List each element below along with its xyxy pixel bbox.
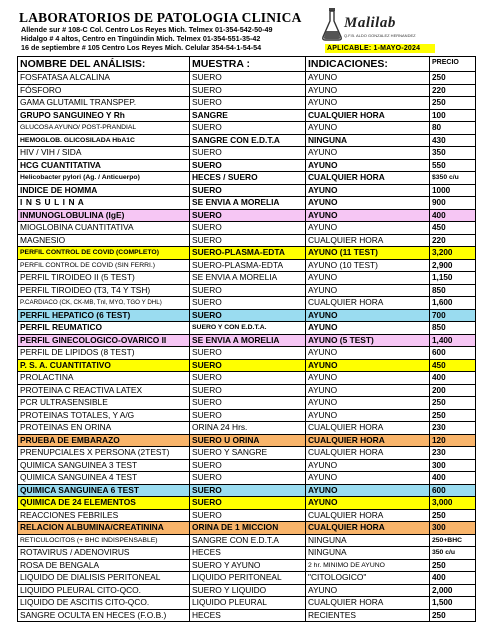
table-row [18, 184, 476, 197]
price-cell: 250 [430, 609, 476, 622]
price-cell: 120 [430, 434, 476, 447]
table-header-row [18, 57, 476, 72]
indications-cell: NINGUNA [306, 534, 430, 547]
price-cell: 2,000 [430, 584, 476, 597]
indications-cell: CUALQUIER HORA [306, 597, 430, 610]
indications-cell: 2 hr. MINIMO DE AYUNO [306, 559, 430, 572]
analysis-name-cell: MAGNESIO [18, 234, 190, 247]
sample-cell: SUERO [190, 359, 306, 372]
analysis-name-cell: RELACION ALBUMINA/CREATININA [18, 522, 190, 535]
header-name: NOMBRE DEL ANÁLISIS: [18, 57, 190, 72]
table-row [18, 459, 476, 472]
table-row [18, 372, 476, 385]
indications-cell: AYUNO (11 TEST) [306, 247, 430, 260]
table-row [18, 109, 476, 122]
analysis-name-cell: HEMOGLOB. GLICOSILADA HbA1C [18, 134, 190, 147]
sample-cell: SUERO [190, 72, 306, 85]
table-row [18, 347, 476, 360]
indications-cell: NINGUNA [306, 134, 430, 147]
table-row [18, 97, 476, 110]
price-cell: 250 [430, 72, 476, 85]
indications-cell: AYUNO [306, 122, 430, 135]
indications-cell: AYUNO [306, 384, 430, 397]
sample-cell: HECES / SUERO [190, 172, 306, 185]
indications-cell: CUALQUIER HORA [306, 447, 430, 460]
analysis-name-cell: PERFIL CONTROL DE COVID (COMPLETO) [18, 247, 190, 260]
table-row [18, 447, 476, 460]
analysis-name-cell: LIQUIDO DE DIALISIS PERITONEAL [18, 572, 190, 585]
analysis-name-cell: LIQUIDO DE ASCITIS CITO-QCO. [18, 597, 190, 610]
analysis-name-cell: PERFIL TIROIDEO II (5 TEST) [18, 272, 190, 285]
analysis-name-cell: PRUEBA DE EMBARAZO [18, 434, 190, 447]
table-row [18, 584, 476, 597]
indications-cell: NINGUNA [306, 547, 430, 560]
analysis-name-cell: I N S U L I N A [18, 197, 190, 210]
indications-cell: AYUNO [306, 284, 430, 297]
indications-cell: CUALQUIER HORA [306, 297, 430, 310]
indications-cell: AYUNO (5 TEST) [306, 334, 430, 347]
table-row [18, 334, 476, 347]
table-row [18, 134, 476, 147]
indications-cell: AYUNO [306, 359, 430, 372]
header-sample: MUESTRA : [190, 57, 306, 72]
sample-cell: SUERO U ORINA [190, 434, 306, 447]
price-cell: 250 [430, 559, 476, 572]
analysis-name-cell: PCR ULTRASENSIBLE [18, 397, 190, 410]
price-table [17, 56, 476, 622]
price-cell: 400 [430, 209, 476, 222]
price-cell: 250 [430, 509, 476, 522]
analysis-name-cell: SANGRE OCULTA EN HECES (F.O.B.) [18, 609, 190, 622]
sample-cell: SUERO [190, 347, 306, 360]
indications-cell: CUALQUIER HORA [306, 109, 430, 122]
sample-cell: HECES [190, 609, 306, 622]
price-cell: 430 [430, 134, 476, 147]
header [0, 0, 494, 58]
price-cell: 350 c/u [430, 547, 476, 560]
indications-cell: AYUNO [306, 272, 430, 285]
sample-cell: SUERO [190, 309, 306, 322]
analysis-name-cell: QUIMICA SANGUINEA 4 TEST [18, 472, 190, 485]
sample-cell: LIQUIDO PERITONEAL [190, 572, 306, 585]
sample-cell: SUERO-PLASMA-EDTA [190, 259, 306, 272]
analysis-name-cell: GLUCOSA AYUNO/ POST-PRANDIAL [18, 122, 190, 135]
analysis-name-cell: FOSFATASA ALCALINA [18, 72, 190, 85]
price-cell: 1,500 [430, 597, 476, 610]
company-logo [321, 7, 441, 43]
sample-cell: SUERO [190, 222, 306, 235]
price-cell: 230 [430, 422, 476, 435]
analysis-name-cell: PERFIL HEPATICO (6 TEST) [18, 309, 190, 322]
applicable-date-badge: APLICABLE: 1-MAYO-2024 [325, 44, 435, 53]
price-cell: 600 [430, 484, 476, 497]
indications-cell: AYUNO [306, 309, 430, 322]
price-cell: 2,900 [430, 259, 476, 272]
sample-cell: SUERO [190, 497, 306, 510]
price-cell: 220 [430, 234, 476, 247]
indications-cell: AYUNO [306, 472, 430, 485]
analysis-name-cell: PERFIL DE LIPIDOS (8 TEST) [18, 347, 190, 360]
analysis-name-cell: HCG CUANTITATIVA [18, 159, 190, 172]
price-cell: 450 [430, 222, 476, 235]
indications-cell: RECIENTES [306, 609, 430, 622]
analysis-name-cell: Helicobacter pylori (Ag. / Anticuerpo) [18, 172, 190, 185]
table-row [18, 272, 476, 285]
indications-cell: AYUNO [306, 147, 430, 160]
sample-cell: SUERO [190, 97, 306, 110]
address-line-2: Hidalgo # 4 altos, Centro en Tingüindin Mich. Telmex 01-354-551-35-42 [21, 34, 261, 43]
indications-cell: AYUNO [306, 372, 430, 385]
indications-cell: AYUNO [306, 459, 430, 472]
sample-cell: SANGRE CON E.D.T.A [190, 534, 306, 547]
table-row [18, 247, 476, 260]
price-cell: 850 [430, 284, 476, 297]
indications-cell: AYUNO [306, 97, 430, 110]
table-row [18, 472, 476, 485]
analysis-name-cell: MIOGLOBINA CUANTITATIVA [18, 222, 190, 235]
price-cell: $350 c/u [430, 172, 476, 185]
analysis-name-cell: QUIMICA DE 24 ELEMENTOS [18, 497, 190, 510]
price-cell: 900 [430, 197, 476, 210]
price-cell: 1,150 [430, 272, 476, 285]
indications-cell: CUALQUIER HORA [306, 522, 430, 535]
analysis-name-cell: PROTEINAS TOTALES, Y A/G [18, 409, 190, 422]
indications-cell: CUALQUIER HORA [306, 434, 430, 447]
table-row [18, 609, 476, 622]
indications-cell: AYUNO [306, 72, 430, 85]
sample-cell: ORINA DE 1 MICCION [190, 522, 306, 535]
table-row [18, 72, 476, 85]
price-cell: 400 [430, 372, 476, 385]
table-row [18, 284, 476, 297]
table-row [18, 534, 476, 547]
price-cell: 220 [430, 84, 476, 97]
table-row [18, 597, 476, 610]
analysis-name-cell: INDICE DE HOMMA [18, 184, 190, 197]
table-row [18, 509, 476, 522]
analysis-name-cell: QUIMICA SANGUINEA 6 TEST [18, 484, 190, 497]
analysis-name-cell: RETICULOCITOS (+ BHC INDISPENSABLE) [18, 534, 190, 547]
price-cell: 1000 [430, 184, 476, 197]
price-cell: 1,400 [430, 334, 476, 347]
analysis-name-cell: ROTAVIRUS / ADENOVIRUS [18, 547, 190, 560]
indications-cell: AYUNO [306, 197, 430, 210]
sample-cell: SE ENVIA A MORELIA [190, 334, 306, 347]
table-row [18, 209, 476, 222]
analysis-name-cell: PRENUPCIALES X PERSONA (2TEST) [18, 447, 190, 460]
price-cell: 600 [430, 347, 476, 360]
sample-cell: SUERO [190, 209, 306, 222]
table-row [18, 572, 476, 585]
analysis-name-cell: ROSA DE BENGALA [18, 559, 190, 572]
price-cell: 450 [430, 359, 476, 372]
table-row [18, 484, 476, 497]
logo-text: Malilab [344, 15, 396, 31]
table-row [18, 434, 476, 447]
indications-cell: CUALQUIER HORA [306, 172, 430, 185]
sample-cell: SANGRE CON E.D.T.A [190, 134, 306, 147]
indications-cell: AYUNO [306, 84, 430, 97]
indications-cell: AYUNO [306, 347, 430, 360]
indications-cell: AYUNO [306, 209, 430, 222]
sample-cell: SUERO [190, 472, 306, 485]
indications-cell: "CITOLOGICO" [306, 572, 430, 585]
table-row [18, 397, 476, 410]
sample-cell: SE ENVIA A MORELIA [190, 272, 306, 285]
sample-cell: SUERO [190, 184, 306, 197]
analysis-name-cell: GAMA GLUTAMIL TRANSPEP. [18, 97, 190, 110]
table-row [18, 84, 476, 97]
price-cell: 400 [430, 572, 476, 585]
table-row [18, 322, 476, 335]
sample-cell: SUERO-PLASMA-EDTA [190, 247, 306, 260]
indications-cell: AYUNO [306, 159, 430, 172]
price-cell: 550 [430, 159, 476, 172]
price-cell: 250 [430, 409, 476, 422]
price-cell: 100 [430, 109, 476, 122]
price-cell: 300 [430, 459, 476, 472]
indications-cell: AYUNO (10 TEST) [306, 259, 430, 272]
analysis-name-cell: QUIMICA SANGUINEA 3 TEST [18, 459, 190, 472]
indications-cell: AYUNO [306, 409, 430, 422]
address-line-3: 16 de septiembre # 105 Centro Los Reyes Mich. Celular 354-54-1-54-54 [21, 43, 262, 52]
table-body [18, 72, 476, 622]
table-row [18, 497, 476, 510]
analysis-name-cell: REACCIONES FEBRILES [18, 509, 190, 522]
sample-cell: SUERO Y SANGRE [190, 447, 306, 460]
sample-cell: SUERO [190, 409, 306, 422]
table-row [18, 547, 476, 560]
analysis-name-cell: PROTEINA C REACTIVA LATEX [18, 384, 190, 397]
sample-cell: SUERO [190, 297, 306, 310]
sample-cell: SUERO [190, 84, 306, 97]
analysis-name-cell: PERFIL REUMATICO [18, 322, 190, 335]
price-cell: 250 [430, 97, 476, 110]
table-row [18, 409, 476, 422]
sample-cell: SUERO [190, 284, 306, 297]
lab-name: LABORATORIOS DE PATOLOGIA CLINICA [19, 10, 302, 25]
table-row [18, 422, 476, 435]
sample-cell: ORINA 24 Hrs. [190, 422, 306, 435]
sample-cell: SUERO [190, 372, 306, 385]
price-cell: 80 [430, 122, 476, 135]
price-cell: 3,000 [430, 497, 476, 510]
logo-subtitle: Q.F.B. ALDO GONZALEZ HERNANDEZ [344, 33, 416, 38]
price-cell: 250 [430, 397, 476, 410]
sample-cell: SUERO [190, 122, 306, 135]
price-cell: 250+BHC [430, 534, 476, 547]
flask-icon [321, 7, 343, 41]
sample-cell: SUERO Y AYUNO [190, 559, 306, 572]
indications-cell: CUALQUIER HORA [306, 234, 430, 247]
price-cell: 200 [430, 384, 476, 397]
table-row [18, 384, 476, 397]
analysis-name-cell: PROTEINAS EN ORINA [18, 422, 190, 435]
table-row [18, 559, 476, 572]
sample-cell: HECES [190, 547, 306, 560]
analysis-name-cell: HIV / VIH / SIDA [18, 147, 190, 160]
indications-cell: AYUNO [306, 222, 430, 235]
analysis-name-cell: P.CARDIACO (CK, CK-MB, TnI, MYO, TGO Y DHL) [18, 297, 190, 310]
header-price: PRECIO [430, 57, 476, 72]
indications-cell: AYUNO [306, 322, 430, 335]
price-cell: 350 [430, 147, 476, 160]
analysis-name-cell: GRUPO SANGUINEO Y Rh [18, 109, 190, 122]
address-line-1: Allende sur # 108-C Col. Centro Los Reyes Mich. Telmex 01-354-542-50-49 [21, 25, 273, 34]
table-row [18, 297, 476, 310]
price-cell: 1,600 [430, 297, 476, 310]
analysis-name-cell: PERFIL CONTROL DE COVID (SIN FERRI.) [18, 259, 190, 272]
sample-cell: SUERO Y CON E.D.T.A. [190, 322, 306, 335]
sample-cell: SUERO [190, 397, 306, 410]
sample-cell: SUERO Y LIQUIDO [190, 584, 306, 597]
indications-cell: CUALQUIER HORA [306, 422, 430, 435]
indications-cell: AYUNO [306, 397, 430, 410]
sample-cell: SANGRE [190, 109, 306, 122]
table-row [18, 522, 476, 535]
indications-cell: AYUNO [306, 184, 430, 197]
analysis-name-cell: LIQUIDO PLEURAL CITO-QCO. [18, 584, 190, 597]
table-row [18, 359, 476, 372]
indications-cell: AYUNO [306, 484, 430, 497]
indications-cell: CUALQUIER HORA [306, 509, 430, 522]
analysis-name-cell: PERFIL TIROIDEO (T3, T4 Y TSH) [18, 284, 190, 297]
sample-cell: SUERO [190, 459, 306, 472]
price-cell: 700 [430, 309, 476, 322]
table-row [18, 172, 476, 185]
sample-cell: SUERO [190, 384, 306, 397]
sample-cell: SE ENVIA A MORELIA [190, 197, 306, 210]
price-cell: 850 [430, 322, 476, 335]
sample-cell: SUERO [190, 484, 306, 497]
analysis-name-cell: PERFIL GINECOLOGICO-OVARICO II [18, 334, 190, 347]
sample-cell: SUERO [190, 159, 306, 172]
header-indications: INDICACIONES: [306, 57, 430, 72]
price-cell: 3,200 [430, 247, 476, 260]
sample-cell: SUERO [190, 147, 306, 160]
price-cell: 300 [430, 522, 476, 535]
table-row [18, 122, 476, 135]
table-row [18, 147, 476, 160]
table-row [18, 197, 476, 210]
price-cell: 400 [430, 472, 476, 485]
table-row [18, 222, 476, 235]
table-row [18, 259, 476, 272]
analysis-name-cell: PROLACTINA [18, 372, 190, 385]
table-row [18, 159, 476, 172]
indications-cell: AYUNO [306, 584, 430, 597]
analysis-name-cell: P. S. A. CUANTITATIVO [18, 359, 190, 372]
sample-cell: LIQUIDO PLEURAL [190, 597, 306, 610]
analysis-name-cell: INMUNOGLOBULINA (IgE) [18, 209, 190, 222]
indications-cell: AYUNO [306, 497, 430, 510]
table-row [18, 234, 476, 247]
sample-cell: SUERO [190, 234, 306, 247]
table-row [18, 309, 476, 322]
analysis-name-cell: FÓSFORO [18, 84, 190, 97]
sample-cell: SUERO [190, 509, 306, 522]
price-cell: 230 [430, 447, 476, 460]
